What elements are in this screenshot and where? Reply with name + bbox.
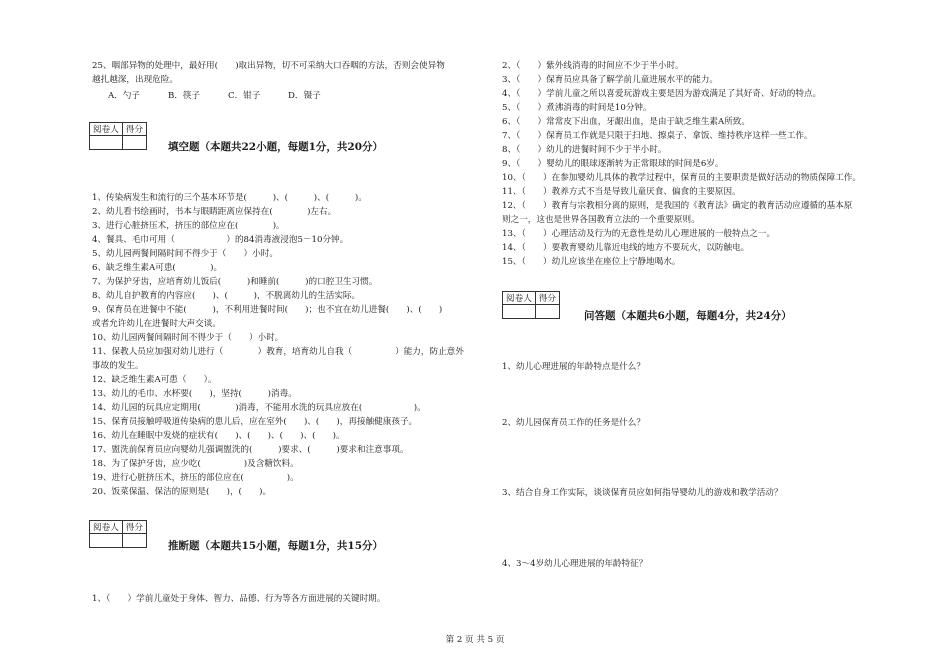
- qa-item: 1、幼儿心理进展的年龄特点是什么？: [502, 362, 645, 372]
- fill-item: 18、为了保护牙齿，应少吃( )及含糖饮料。: [92, 459, 299, 469]
- fill-item: 16、幼儿在睡眠中发烧的症状有( )、( )、( )、( )。: [92, 431, 345, 441]
- judge-item: 13、（ ）心理活动及行为的无意性是幼儿心理进展的一般特点之一。: [502, 229, 776, 239]
- score-label: 得分: [535, 292, 559, 305]
- judge-item: 14、（ ）要教育婴幼儿靠近电线的地方不要玩火，以防触电。: [502, 243, 750, 253]
- fill-item: 8、幼儿自护教育的内容应( )、( )，不脱离幼儿的生活实际。: [92, 291, 361, 301]
- fill-item: 17、盥洗前保育员应向婴幼儿强调盥洗的( )要求、( )要求和注意事项。: [92, 445, 409, 455]
- fill-item: 20、饭菜保温、保洁的原则是( )，( )。: [92, 487, 272, 497]
- fill-item: 5、幼儿园两餐间隔时间不得少于（ ）小时。: [92, 249, 278, 259]
- option-c: C．钳子: [228, 91, 261, 101]
- judge-item: 12、（ ）教育与宗教相分离的原则，是我国的《教育法》确定的教育活动应遵循的基本原: [502, 201, 853, 211]
- fill-item: 事故的发生。: [92, 361, 144, 371]
- fill-item: 2、幼儿看书绘画时，书本与眼睛距离应保持在( )左右。: [92, 207, 337, 217]
- grader-label: 阅卷人: [503, 292, 536, 305]
- fill-item: 1、传染病发生和流行的三个基本环节是( )、( )、( )。: [92, 193, 367, 203]
- judge-item: 7、（ ）保育员工作就是只限于扫地、擦桌子、拿饭、维持秩序这样一些工作。: [502, 131, 813, 141]
- fill-item: 或者允许幼儿在进餐时大声交谈。: [92, 319, 221, 329]
- judge-item: 15、（ ）幼儿应该坐在座位上宁静地喝水。: [502, 257, 681, 267]
- fill-item: 13、幼儿的毛巾、水杯要( )，坚持( )消毒。: [92, 389, 297, 399]
- judge-item: 11、（ ）教养方式不当是导致儿童厌食、偏食的主要原因。: [502, 187, 741, 197]
- judge-item: 则之一，这也是世界各国教育立法的一个重要原则。: [502, 215, 700, 225]
- qa-item: 3、结合自身工作实际，谈谈保育员应如何指导婴幼儿的游戏和教学活动？: [502, 488, 783, 498]
- option-a: A．勺子: [108, 91, 140, 101]
- score-box-fill: [89, 122, 147, 150]
- judge-item: 5、（ ）煮沸消毒的时间是10分钟。: [502, 103, 652, 113]
- fill-item: 19、进行心脏挤压术，挤压的部位应在( )。: [92, 473, 299, 483]
- option-b: B．筷子: [168, 91, 201, 101]
- fill-item: 14、幼儿园的玩具应定期用( )消毒，不能用水洗的玩具应放在( )。: [92, 403, 426, 413]
- question-25-line2: 越扎越深，出现危险。: [92, 75, 178, 85]
- fill-blank-section-title: 填空题（本题共22小题，每题1分，共20分）: [168, 141, 384, 153]
- judge-section-title: 推断题（本题共15小题，每题1分，共15分）: [168, 540, 384, 552]
- fill-item: 15、保育员接触呼吸道传染病的患儿后，应在室外( )、( )，再接触健康孩子。: [92, 417, 418, 427]
- judge-item: 4、（ ）学前儿童之所以喜爱玩游戏主要是因为游戏满足了其好奇、好动的特点。: [502, 89, 822, 99]
- fill-item: 3、进行心脏挤压术，挤压的部位应在( )。: [92, 221, 285, 231]
- judge-item: 10、（ ）在参加婴幼儿具体的教学过程中，保育员的主要职责是做好活动的物质保障工作。: [502, 173, 861, 183]
- score-label: 得分: [122, 123, 146, 136]
- judge-item: 6、（ ）常常皮下出血，牙龈出血，是由于缺乏维生素A所致。: [502, 117, 751, 127]
- grader-label: 阅卷人: [90, 521, 123, 534]
- qa-item: 2、幼儿园保育员工作的任务是什么？: [502, 418, 645, 428]
- judge-item: 9、（ ）婴幼儿的眼球逐渐转为正常眼球的时间是6岁。: [502, 159, 724, 169]
- option-d: D．镊子: [288, 91, 321, 101]
- page-number: 第 2 页 共 5 页: [445, 635, 505, 645]
- judge-item: 8、（ ）幼儿的进餐时间不少于半小时。: [502, 145, 667, 155]
- score-label: 得分: [122, 521, 146, 534]
- judge-item: 3、（ ）保育员应具备了解学前儿童进展水平的能力。: [502, 75, 719, 85]
- fill-item: 7、为保护牙齿，应培育幼儿饭后( )和睡前( )的口腔卫生习惯。: [92, 277, 378, 287]
- fill-item: 10、幼儿园两餐间隔时间不得少于（ ）小时。: [92, 333, 284, 343]
- score-box-qa: [502, 291, 560, 319]
- fill-item: 11、保教人员应加强对幼儿进行（ ）教育，培育幼儿自我（ ）能力，防止意外: [92, 347, 464, 357]
- question-25-line1: 25、咽部异物的处理中，最好用( )取出异物，切不可采纳大口吞咽的方法，否则会使异物: [92, 61, 445, 71]
- fill-item: 6、缺乏维生素A可患( )。: [92, 263, 223, 273]
- judge-item: 1、（ ）学前儿童处于身体、智力、品德、行为等各方面进展的关键时期。: [92, 594, 386, 604]
- grader-label: 阅卷人: [90, 123, 123, 136]
- fill-item: 9、保育员在进餐中不能( )，不利用进餐时间( )；也不宜在幼儿进餐( )、( ): [92, 305, 443, 315]
- judge-item: 2、（ ）紫外线消毒的时间应不少于半小时。: [502, 61, 684, 71]
- qa-item: 4、3～4岁幼儿心理进展的年龄特征？: [502, 559, 648, 569]
- fill-item: 12、缺乏维生素A可患（ ）。: [92, 375, 217, 385]
- fill-item: 4、餐具、毛巾可用（ ）的84消毒液浸泡5－10分钟。: [92, 235, 349, 245]
- qa-section-title: 问答题（本题共6小题，每题4分，共24分）: [584, 310, 792, 322]
- score-box-judge: [89, 520, 147, 548]
